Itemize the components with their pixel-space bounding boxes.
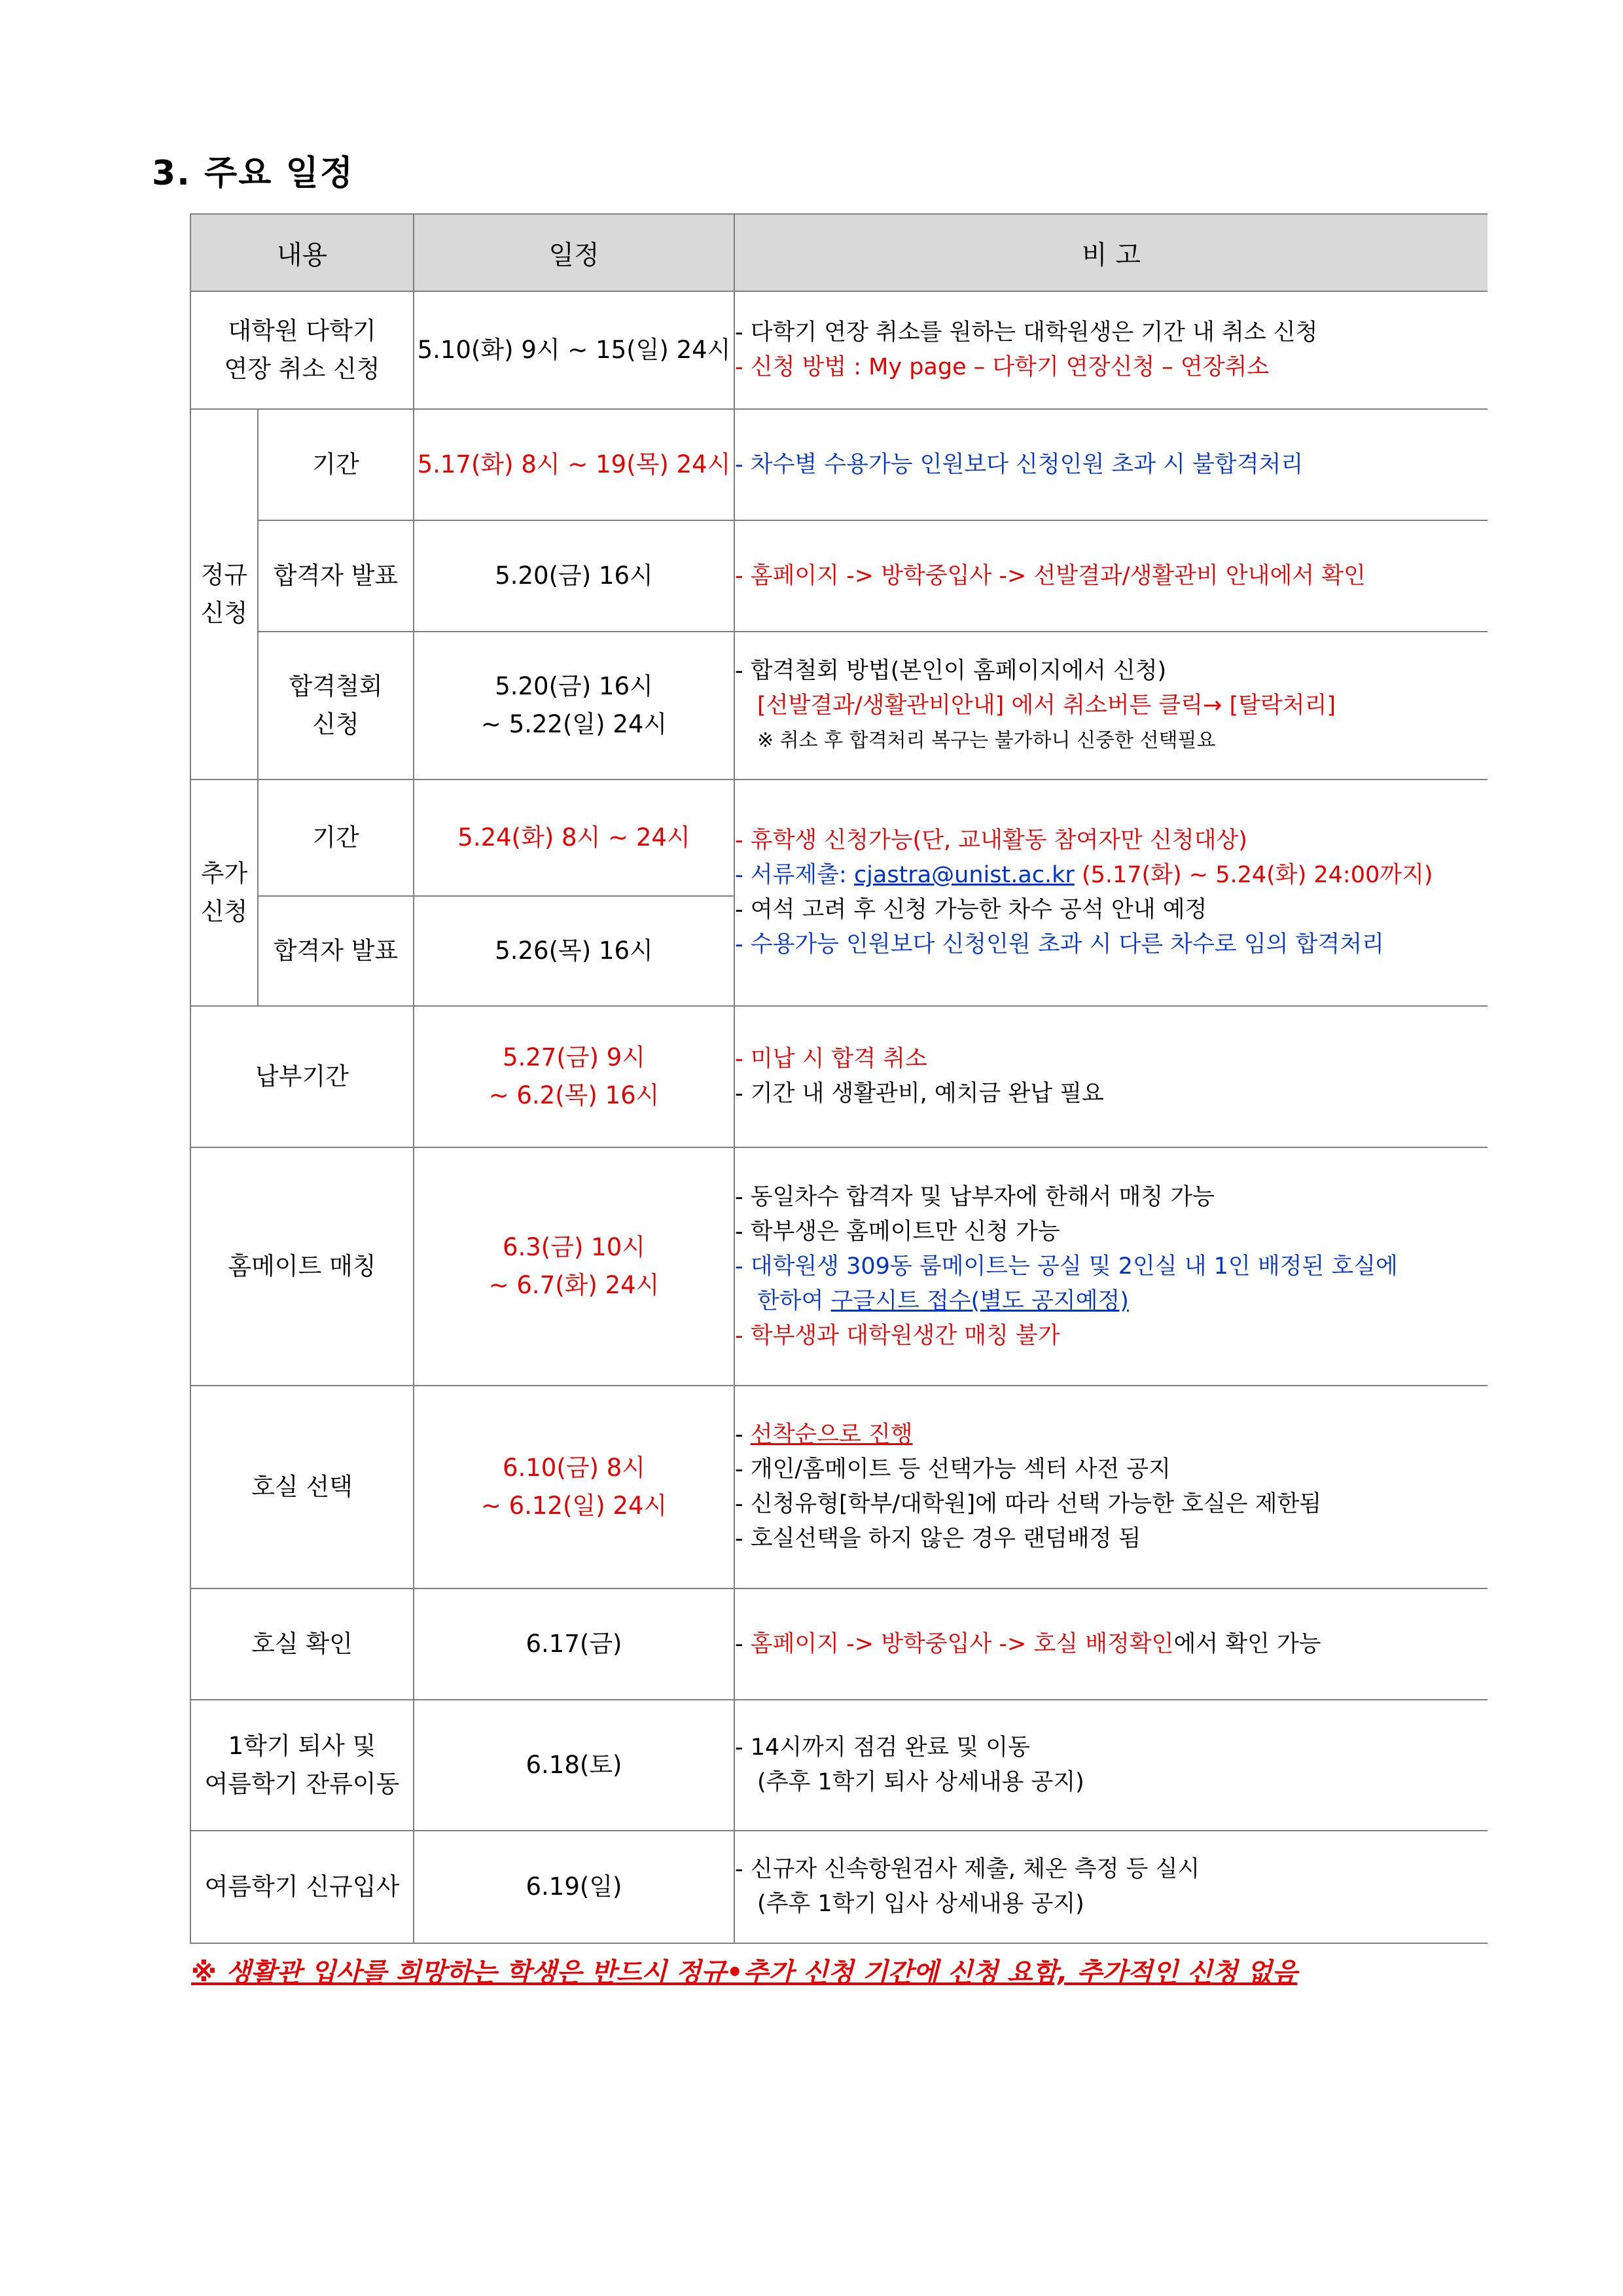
email-link[interactable]: cjastra@unist.ac.kr xyxy=(853,862,1075,888)
schedule-table xyxy=(190,213,1488,1944)
row-notes: - 홈페이지 -> 방학중입사 -> 선발결과/생활관비 안내에서 확인 xyxy=(734,520,1488,632)
row-notes: - 신규자 신속항원검사 제출, 체온 측정 등 실시 (추후 1학기 입사 상세내용 공지) xyxy=(734,1831,1488,1943)
row-label: 여름학기 신규입사 xyxy=(190,1831,414,1943)
table-header-row xyxy=(190,214,1488,291)
row-label: 호실 선택 xyxy=(190,1386,414,1588)
row-notes: - 다학기 연장 취소를 원하는 대학원생은 기간 내 취소 신청 - 신청 방법 : My page – 다학기 연장신청 – 연장취소 xyxy=(734,291,1488,409)
table-row xyxy=(190,291,1488,409)
table-row xyxy=(190,520,1488,632)
table-row xyxy=(190,632,1488,780)
row-date: 5.27(금) 9시 ~ 6.2(목) 16시 xyxy=(414,1006,734,1147)
row-notes: - 14시까지 점검 완료 및 이동 (추후 1학기 퇴사 상세내용 공지) xyxy=(734,1700,1488,1831)
table-row xyxy=(190,1147,1488,1386)
row-date: 5.10(화) 9시 ~ 15(일) 24시 xyxy=(414,291,734,409)
header-schedule: 일정 xyxy=(414,214,734,291)
table-row xyxy=(190,1386,1488,1588)
header-remarks: 비 고 xyxy=(734,214,1488,291)
row-date: 5.26(목) 16시 xyxy=(414,896,734,1006)
row-notes: - 홈페이지 -> 방학중입사 -> 호실 배정확인에서 확인 가능 xyxy=(734,1588,1488,1700)
group-label-additional: 추가 신청 xyxy=(190,780,258,1006)
table-row xyxy=(190,409,1488,520)
section-title: 3. 주요 일정 xyxy=(152,154,355,193)
row-notes: - 미납 시 합격 취소 - 기간 내 생활관비, 예치금 완납 필요 xyxy=(734,1006,1488,1147)
row-date: 5.17(화) 8시 ~ 19(목) 24시 xyxy=(414,409,734,520)
row-label: 호실 확인 xyxy=(190,1588,414,1700)
row-notes: - 합격철회 방법(본인이 홈페이지에서 신청) [선발결과/생활관비안내] 에서 취소버튼 클릭→ [탈락처리] ※ 취소 후 합격처리 복구는 불가하니 신중한 선택필요 xyxy=(734,632,1488,780)
table-row xyxy=(190,1006,1488,1147)
row-date: 6.19(일) xyxy=(414,1831,734,1943)
google-sheet-link[interactable]: 구글시트 접수(별도 공지예정) xyxy=(830,1287,1129,1314)
group-label-regular: 정규 신청 xyxy=(190,409,258,780)
footnote: ※ 생활관 입사를 희망하는 학생은 반드시 정규•추가 신청 기간에 신청 요함, 추가적인 신청 없음 xyxy=(191,1958,1298,1988)
table-row xyxy=(190,1700,1488,1831)
row-date: 6.17(금) xyxy=(414,1588,734,1700)
row-date: 5.24(화) 8시 ~ 24시 xyxy=(414,780,734,896)
row-notes: - 휴학생 신청가능(단, 교내활동 참여자만 신청대상) - 서류제출: cjastra@unist.ac.kr (5.17(화) ~ 5.24(화) 24:00까지) - 여석 고려 후 신청 가능한 차수 공석 안내 예정 - 수용가능 인원보다 신청인원 초과 시 다른 차수로 임의 합격처리 xyxy=(734,780,1488,1006)
row-notes: - 차수별 수용가능 인원보다 신청인원 초과 시 불합격처리 xyxy=(734,409,1488,520)
row-date: 5.20(금) 16시 ~ 5.22(일) 24시 xyxy=(414,632,734,780)
row-label: 대학원 다학기 연장 취소 신청 xyxy=(190,291,414,409)
row-label: 홈메이트 매칭 xyxy=(190,1147,414,1386)
table-row xyxy=(190,1588,1488,1700)
row-date: 6.18(토) xyxy=(414,1700,734,1831)
table-row xyxy=(190,1831,1488,1943)
row-label: 합격자 발표 xyxy=(258,896,414,1006)
row-date: 6.10(금) 8시 ~ 6.12(일) 24시 xyxy=(414,1386,734,1588)
row-label: 합격철회 신청 xyxy=(258,632,414,780)
row-notes: - 동일차수 합격자 및 납부자에 한해서 매칭 가능 - 학부생은 홈메이트만 신청 가능 - 대학원생 309동 룸메이트는 공실 및 2인실 내 1인 배정된 호실에 한하여 구글시트 접수(별도 공지예정) - 학부생과 대학원생간 매칭 불가 xyxy=(734,1147,1488,1386)
row-date: 6.3(금) 10시 ~ 6.7(화) 24시 xyxy=(414,1147,734,1386)
row-label: 1학기 퇴사 및 여름학기 잔류이동 xyxy=(190,1700,414,1831)
row-date: 5.20(금) 16시 xyxy=(414,520,734,632)
row-label: 기간 xyxy=(258,780,414,896)
row-label: 납부기간 xyxy=(190,1006,414,1147)
header-content: 내용 xyxy=(190,214,414,291)
row-notes: - 선착순으로 진행 - 개인/홈메이트 등 선택가능 섹터 사전 공지 - 신청유형[학부/대학원]에 따라 선택 가능한 호실은 제한됨 - 호실선택을 하지 않은 경우 랜덤배정 됨 xyxy=(734,1386,1488,1588)
row-label: 기간 xyxy=(258,409,414,520)
table-row xyxy=(190,780,1488,896)
row-label: 합격자 발표 xyxy=(258,520,414,632)
